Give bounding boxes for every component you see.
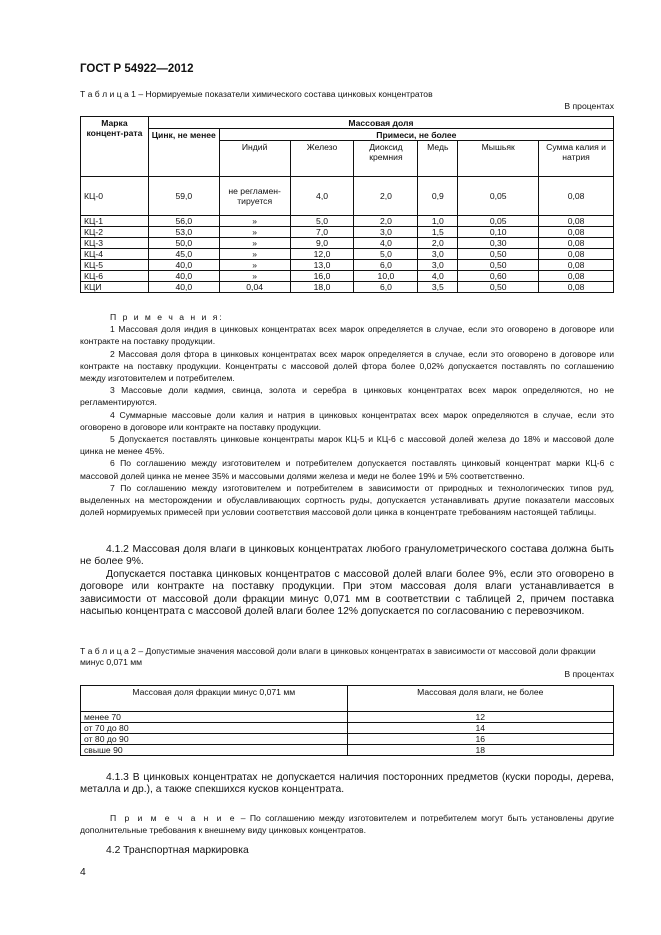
- cell-kna: 0,08: [539, 282, 614, 293]
- cell-silica: 10,0: [354, 271, 418, 282]
- cell-grade: КЦ-2: [81, 227, 149, 238]
- note2-prefix: П р и м е ч а н и е: [110, 813, 237, 823]
- cell-copper: 0,9: [418, 177, 458, 216]
- col-copper-header: Медь: [418, 141, 458, 177]
- cell-silica: 2,0: [354, 216, 418, 227]
- cell-fraction: менее 70: [81, 712, 348, 723]
- cell-copper: 2,0: [418, 238, 458, 249]
- cell-grade: КЦ-0: [81, 177, 149, 216]
- note-item: 5 Допускается поставлять цинковые концентраты марок КЦ-5 и КЦ-6 с массовой долей железа до 18% и массовой доле цинка не менее 45%.: [80, 434, 614, 457]
- table-row: [81, 227, 614, 238]
- col-grade-header: Марка концент-рата: [81, 117, 149, 177]
- cell-moisture: 16: [347, 734, 614, 745]
- cell-zinc: 50,0: [148, 238, 219, 249]
- cell-kna: 0,08: [539, 216, 614, 227]
- cell-kna: 0,08: [539, 238, 614, 249]
- cell-kna: 0,08: [539, 249, 614, 260]
- cell-iron: 13,0: [290, 260, 354, 271]
- cell-indium: »: [219, 271, 290, 282]
- cell-grade: КЦ-5: [81, 260, 149, 271]
- cell-moisture: 12: [347, 712, 614, 723]
- table-row: [81, 216, 614, 227]
- col-moisture-header: Массовая доля влаги, не более: [347, 686, 614, 712]
- cell-silica: 5,0: [354, 249, 418, 260]
- cell-zinc: 45,0: [148, 249, 219, 260]
- document-id: ГОСТ Р 54922—2012: [80, 63, 194, 75]
- note-item: 7 По соглашению между изготовителем и потребителем в зависимости от природных и технологических типов руд, выделенных на месторождении и обуславливающих сортность руды, допускается устанавливать другие показатели массовых долей нормируемых примесей при условии соответствия массовой доли цинка в концентрате требованиям настоящей таблицы.: [80, 482, 614, 518]
- table1-caption-prefix: Т а б л и ц а 1: [80, 89, 136, 99]
- cell-iron: 12,0: [290, 249, 354, 260]
- cell-indium: »: [219, 249, 290, 260]
- cell-arsenic: 0,60: [458, 271, 539, 282]
- cell-kna: 0,08: [539, 227, 614, 238]
- table2-caption-text: – Допустимые значения массовой доли влаги в цинковых концентратах в зависимости от массовой доли фракции минус 0,071 мм: [80, 646, 596, 667]
- table1-caption-text: – Нормируемые показатели химического состава цинковых концентратов: [135, 89, 433, 99]
- table-row: [81, 238, 614, 249]
- cell-kna: 0,08: [539, 177, 614, 216]
- cell-indium: »: [219, 238, 290, 249]
- section-4-1-3: [80, 772, 614, 797]
- cell-indium: не регламен-тируется: [219, 177, 290, 216]
- section-4-1-2: [80, 544, 614, 618]
- cell-copper: 3,0: [418, 249, 458, 260]
- cell-zinc: 56,0: [148, 216, 219, 227]
- cell-iron: 18,0: [290, 282, 354, 293]
- cell-fraction: от 70 до 80: [81, 723, 348, 734]
- cell-zinc: 53,0: [148, 227, 219, 238]
- cell-iron: 9,0: [290, 238, 354, 249]
- col-mass-header: Массовая доля: [148, 117, 613, 129]
- cell-zinc: 40,0: [148, 260, 219, 271]
- col-arsenic-header: Мышьяк: [458, 141, 539, 177]
- table-row: [81, 712, 614, 723]
- cell-silica: 6,0: [354, 282, 418, 293]
- cell-indium: »: [219, 216, 290, 227]
- cell-arsenic: 0,50: [458, 282, 539, 293]
- cell-kna: 0,08: [539, 271, 614, 282]
- note-item: 4 Суммарные массовые доли калия и натрия в цинковых концентратах всех марок определяются в случае, если это оговорено в договоре или контракте на поставку продукции.: [80, 409, 614, 432]
- table-row: [81, 177, 614, 216]
- cell-kna: 0,08: [539, 260, 614, 271]
- paragraph: 4.1.3 В цинковых концентратах не допускается наличия посторонних предметов (куски породы, дерева, металла и др.), а также спекшихся кусков концентрата.: [80, 772, 614, 796]
- cell-iron: 7,0: [290, 227, 354, 238]
- cell-indium: 0,04: [219, 282, 290, 293]
- table1-caption: [80, 89, 433, 100]
- cell-indium: »: [219, 260, 290, 271]
- table2-units: В процентах: [564, 669, 614, 679]
- table-row: [81, 249, 614, 260]
- cell-grade: КЦ-1: [81, 216, 149, 227]
- cell-arsenic: 0,05: [458, 216, 539, 227]
- cell-arsenic: 0,50: [458, 260, 539, 271]
- note2: [80, 812, 614, 836]
- cell-silica: 4,0: [354, 238, 418, 249]
- cell-fraction: свыше 90: [81, 745, 348, 756]
- table-row: [81, 282, 614, 293]
- table-row: [81, 260, 614, 271]
- cell-copper: 3,0: [418, 260, 458, 271]
- cell-indium: »: [219, 227, 290, 238]
- note-item: 6 По соглашению между изготовителем и потребителем допускается поставлять цинковый концентрат марки КЦ-6 с массовой долей цинка не менее 35% и массовыми долями железа и меди не более 19% и 5% соответственно.: [80, 458, 614, 481]
- cell-grade: КЦ-6: [81, 271, 149, 282]
- cell-moisture: 14: [347, 723, 614, 734]
- col-kna-header: Сумма калия и натрия: [539, 141, 614, 177]
- note-item: 2 Массовая доля фтора в цинковых концентратах всех марок определяется в случае, если это оговорено в договоре или контракте на поставку продукции. Концентраты с массовой долей фтора более 0,02% допускается поставлять по соглашению между изготовителем и потребителем.: [80, 348, 614, 384]
- cell-silica: 3,0: [354, 227, 418, 238]
- cell-arsenic: 0,30: [458, 238, 539, 249]
- cell-copper: 1,5: [418, 227, 458, 238]
- table-row: [81, 745, 614, 756]
- cell-zinc: 59,0: [148, 177, 219, 216]
- col-indium-header: Индий: [219, 141, 290, 177]
- notes-heading: П р и м е ч а н и я:: [110, 312, 224, 322]
- cell-iron: 4,0: [290, 177, 354, 216]
- section-4-2-title: 4.2 Транспортная маркировка: [106, 845, 249, 856]
- table1-units: В процентах: [564, 101, 614, 111]
- cell-moisture: 18: [347, 745, 614, 756]
- note2-text: – По соглашению между изготовителем и потребителем могут быть установлены другие дополнительные требования к внешнему виду цинковых концентратов.: [80, 813, 615, 836]
- cell-grade: КЦ-4: [81, 249, 149, 260]
- table1-notes: [80, 311, 614, 518]
- paragraph: Допускается поставка цинковых концентратов с массовой долей влаги более 9%, если это оговорено в договоре или контракте на поставку продукции. При этом массовая доля влаги устанавливается в зависимости от массовой доли фракции минус 0,071 мм в соответствии с таблицей 2, причем поставка насыпью концентрата с массовой долей влаги более 12% допускается по согласованию с перевозчиком.: [80, 568, 614, 618]
- note-item: 1 Массовая доля индия в цинковых концентратах всех марок определяется в случае, если это оговорено в договоре или контракте на поставку продукции.: [80, 324, 614, 347]
- table2-caption: [80, 646, 614, 667]
- cell-silica: 6,0: [354, 260, 418, 271]
- col-impurities-header: Примеси, не более: [219, 129, 613, 141]
- cell-iron: 5,0: [290, 216, 354, 227]
- cell-copper: 4,0: [418, 271, 458, 282]
- cell-zinc: 40,0: [148, 282, 219, 293]
- cell-copper: 1,0: [418, 216, 458, 227]
- cell-fraction: от 80 до 90: [81, 734, 348, 745]
- col-zinc-header: Цинк, не менее: [148, 129, 219, 177]
- note-item: 3 Массовые доли кадмия, свинца, золота и серебра в цинковых концентратах всех марок определяются, но не регламентируются.: [80, 385, 614, 408]
- col-silica-header: Диоксид кремния: [354, 141, 418, 177]
- cell-arsenic: 0,10: [458, 227, 539, 238]
- col-iron-header: Железо: [290, 141, 354, 177]
- cell-silica: 2,0: [354, 177, 418, 216]
- table1: [80, 116, 614, 293]
- table-row: [81, 271, 614, 282]
- page-number: 4: [80, 867, 86, 878]
- table-row: [81, 723, 614, 734]
- cell-zinc: 40,0: [148, 271, 219, 282]
- cell-arsenic: 0,50: [458, 249, 539, 260]
- paragraph: 4.1.2 Массовая доля влаги в цинковых концентратах любого гранулометрического состава должна быть не более 9%.: [80, 544, 614, 568]
- cell-iron: 16,0: [290, 271, 354, 282]
- table2-caption-prefix: Т а б л и ц а 2: [80, 646, 136, 656]
- col-fraction-header: Массовая доля фракции минус 0,071 мм: [81, 686, 348, 712]
- cell-copper: 3,5: [418, 282, 458, 293]
- table2: [80, 685, 614, 756]
- cell-grade: КЦ-3: [81, 238, 149, 249]
- cell-grade: КЦИ: [81, 282, 149, 293]
- cell-arsenic: 0,05: [458, 177, 539, 216]
- table-row: [81, 734, 614, 745]
